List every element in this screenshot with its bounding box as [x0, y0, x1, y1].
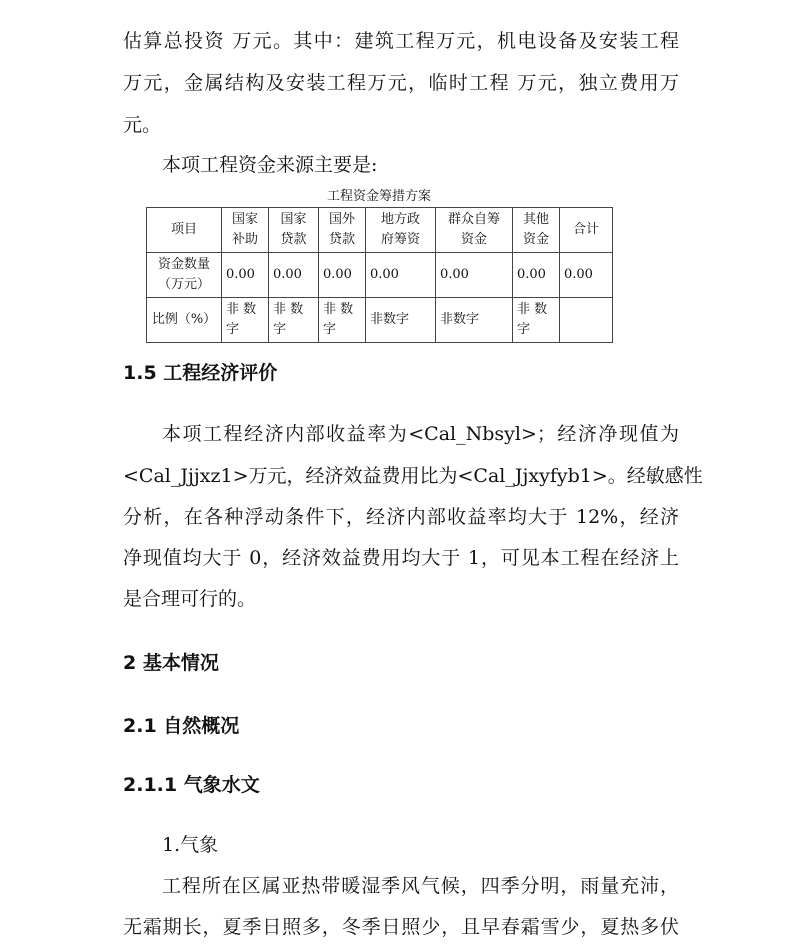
econ-line-3: 分析，在各种浮动条件下，经济内部收益率均大于 12%，经济	[123, 506, 679, 528]
intro-line-3: 元。	[123, 114, 162, 136]
header-text: 贷款	[280, 232, 307, 247]
ratio-text: 字	[517, 322, 531, 337]
header-cell-total	[560, 208, 613, 253]
header-text: 府筹资	[380, 232, 420, 247]
header-cell-local-gov	[366, 208, 436, 253]
section-heading-2-1: 2.1 自然概况	[123, 715, 240, 737]
econ-line-1: 本项工程经济内部收益率为<Cal_Nbsyl>；经济净现值为	[162, 423, 679, 445]
header-text: 群众自筹	[447, 212, 500, 227]
ratio-text: 非 数	[273, 302, 304, 317]
amount-cell: 0.00	[222, 253, 269, 298]
climate-line-2: 无霜期长，夏季日照多，冬季日照少，且早春霜雪少，夏热多伏	[123, 916, 679, 938]
amount-cell: 0.00	[436, 253, 513, 298]
ratio-cell	[560, 298, 613, 343]
row-label-ratio: 比例（%）	[147, 298, 222, 343]
ratio-cell	[269, 298, 319, 343]
header-cell-item	[147, 208, 222, 253]
ratio-text: 非 数	[226, 302, 257, 317]
climate-subheading: 1.气象	[162, 834, 219, 856]
ratio-cell	[319, 298, 366, 343]
table-caption: 工程资金筹措方案	[326, 189, 431, 204]
header-cell-foreign-loan	[319, 208, 366, 253]
header-text: 资金	[522, 232, 549, 247]
header-text: 地方政	[380, 212, 420, 227]
amount-cell: 0.00	[319, 253, 366, 298]
funding-source-text: 本项工程资金来源主要是:	[162, 154, 378, 176]
amount-cell: 0.00	[366, 253, 436, 298]
label-text: （万元）	[157, 277, 210, 292]
amount-cell: 0.00	[560, 253, 613, 298]
amount-cell: 0.00	[513, 253, 560, 298]
header-cell-state-subsidy	[222, 208, 269, 253]
header-cell-state-loan	[269, 208, 319, 253]
econ-line-5: 是合理可行的。	[123, 588, 257, 610]
header-cell-public-funds	[436, 208, 513, 253]
header-cell-other-funds	[513, 208, 560, 253]
header-text: 合计	[572, 222, 599, 237]
section-heading-2: 2 基本情况	[123, 652, 219, 674]
ratio-text: 非数字	[440, 312, 480, 327]
ratio-cell	[222, 298, 269, 343]
section-heading-2-1-1: 2.1.1 气象水文	[123, 774, 260, 796]
ratio-text: 非 数	[517, 302, 548, 317]
section-heading-1-5: 1.5 工程经济评价	[123, 362, 278, 384]
funding-table	[146, 207, 613, 343]
header-text: 资金	[460, 232, 487, 247]
amount-cell: 0.00	[269, 253, 319, 298]
header-text: 项目	[170, 222, 197, 237]
ratio-text: 字	[226, 322, 240, 337]
climate-line-1: 工程所在区属亚热带暖湿季风气候，四季分明，雨量充沛，	[162, 875, 679, 897]
ratio-text: 字	[323, 322, 337, 337]
econ-line-2: <Cal_Jjjxz1>万元，经济效益费用比为<Cal_Jjxyfyb1>。经敏感性	[123, 465, 703, 487]
header-text: 其他	[522, 212, 549, 227]
ratio-cell	[366, 298, 436, 343]
ratio-text: 字	[273, 322, 287, 337]
table-header-row	[147, 208, 613, 253]
ratio-text: 非 数	[323, 302, 354, 317]
row-label-amount	[147, 253, 222, 298]
econ-line-4: 净现值均大于 0，经济效益费用均大于 1，可见本工程在经济上	[123, 547, 679, 569]
intro-line-2: 万元，金属结构及安装工程万元，临时工程 万元，独立费用万	[123, 72, 679, 94]
ratio-cell	[513, 298, 560, 343]
ratio-text: 非数字	[370, 312, 410, 327]
header-text: 国家	[280, 212, 307, 227]
label-text: 资金数量	[157, 257, 210, 272]
header-text: 国外	[328, 212, 355, 227]
header-text: 贷款	[328, 232, 355, 247]
header-text: 国家	[231, 212, 258, 227]
table-row-ratio	[147, 298, 613, 343]
ratio-cell	[436, 298, 513, 343]
table-row-amount	[147, 253, 613, 298]
intro-line-1: 估算总投资 万元。其中：建筑工程万元，机电设备及安装工程	[123, 30, 679, 52]
header-text: 补助	[231, 232, 258, 247]
